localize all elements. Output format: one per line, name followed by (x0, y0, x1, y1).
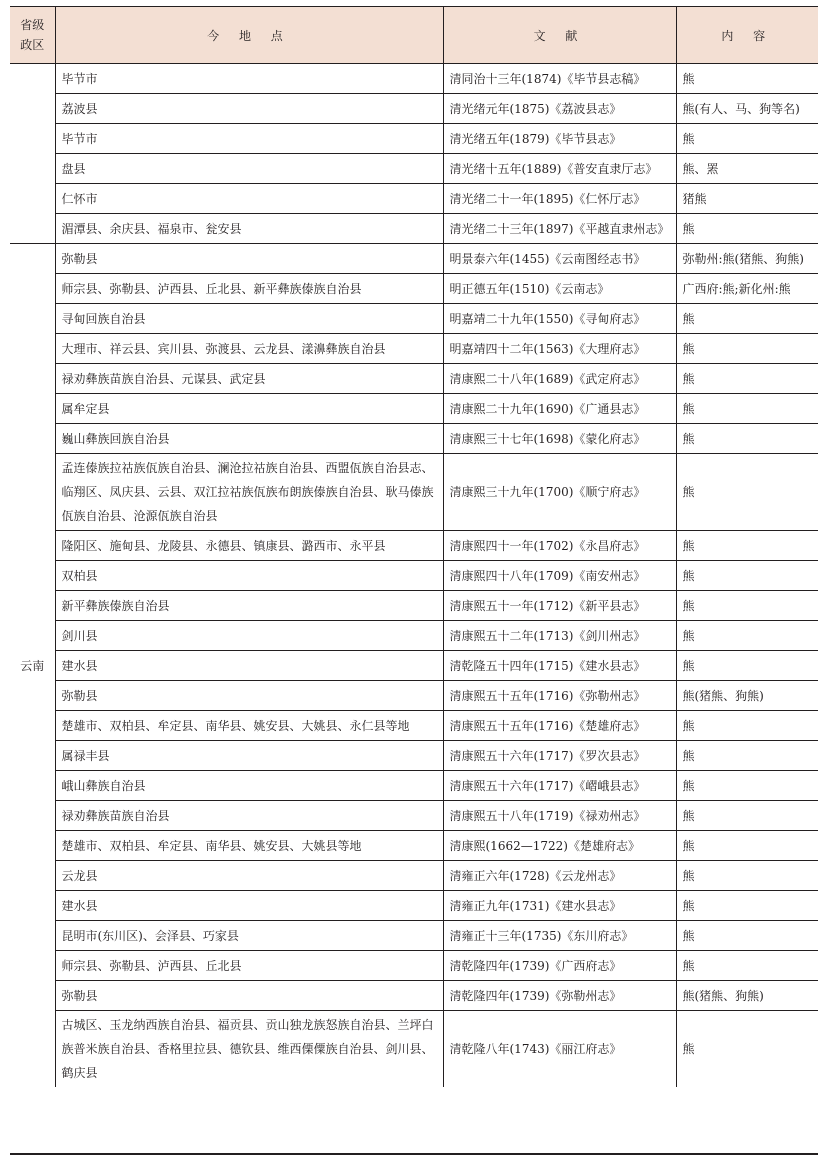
place-cell: 峨山彝族自治县 (55, 771, 443, 801)
place-cell: 建水县 (55, 891, 443, 921)
place-cell: 盘县 (55, 154, 443, 184)
content-cell: 熊 (676, 591, 818, 621)
content-cell: 熊 (676, 771, 818, 801)
place-cell: 湄潭县、余庆县、福泉市、瓮安县 (55, 214, 443, 244)
content-cell: 广西府:熊;新化州:熊 (676, 274, 818, 304)
source-cell: 清光绪五年(1879)《毕节县志》 (443, 124, 676, 154)
content-cell: 熊 (676, 561, 818, 591)
content-cell: 熊 (676, 951, 818, 981)
place-cell: 新平彝族傣族自治县 (55, 591, 443, 621)
table-row (10, 681, 818, 711)
table-row (10, 771, 818, 801)
table-row (10, 124, 818, 154)
content-cell: 熊 (676, 921, 818, 951)
content-cell: 熊、罴 (676, 154, 818, 184)
content-cell: 熊 (676, 741, 818, 771)
content-cell: 熊 (676, 454, 818, 531)
header-place: 今 地 点 (55, 7, 443, 64)
content-cell: 熊 (676, 364, 818, 394)
table-row (10, 64, 818, 94)
content-cell: 弥勒州:熊(猪熊、狗熊) (676, 244, 818, 274)
source-cell: 清康熙五十五年(1716)《弥勒州志》 (443, 681, 676, 711)
source-cell: 清雍正十三年(1735)《东川府志》 (443, 921, 676, 951)
place-cell: 楚雄市、双柏县、牟定县、南华县、姚安县、大姚县等地 (55, 831, 443, 861)
source-cell: 清康熙二十九年(1690)《广通县志》 (443, 394, 676, 424)
source-cell: 清乾隆五十四年(1715)《建水县志》 (443, 651, 676, 681)
header-source: 文 献 (443, 7, 676, 64)
table-row (10, 94, 818, 124)
table-row (10, 244, 818, 274)
content-cell: 熊 (676, 1011, 818, 1088)
content-cell: 熊 (676, 621, 818, 651)
source-cell: 清光绪二十三年(1897)《平越直隶州志》 (443, 214, 676, 244)
table-header-row (10, 7, 818, 64)
table-row (10, 454, 818, 531)
table-row (10, 394, 818, 424)
source-cell: 清雍正九年(1731)《建水县志》 (443, 891, 676, 921)
place-cell: 禄劝彝族苗族自治县、元谋县、武定县 (55, 364, 443, 394)
table-row (10, 741, 818, 771)
content-cell: 熊 (676, 531, 818, 561)
content-cell: 熊 (676, 711, 818, 741)
table-row (10, 274, 818, 304)
source-cell: 清康熙三十九年(1700)《顺宁府志》 (443, 454, 676, 531)
content-cell: 熊 (676, 861, 818, 891)
table-row (10, 951, 818, 981)
source-cell: 清光绪元年(1875)《荔波县志》 (443, 94, 676, 124)
source-cell: 清乾隆八年(1743)《丽江府志》 (443, 1011, 676, 1088)
table-row (10, 801, 818, 831)
table-row (10, 861, 818, 891)
content-cell: 熊 (676, 831, 818, 861)
place-cell: 弥勒县 (55, 244, 443, 274)
table-row (10, 184, 818, 214)
source-cell: 清康熙四十八年(1709)《南安州志》 (443, 561, 676, 591)
source-cell: 清康熙五十八年(1719)《禄劝州志》 (443, 801, 676, 831)
content-cell: 熊 (676, 801, 818, 831)
table-row (10, 591, 818, 621)
place-cell: 昆明市(东川区)、会泽县、巧家县 (55, 921, 443, 951)
source-cell: 清康熙五十一年(1712)《新平县志》 (443, 591, 676, 621)
content-cell: 猪熊 (676, 184, 818, 214)
source-cell: 清光绪二十一年(1895)《仁怀厅志》 (443, 184, 676, 214)
bear-records-table (10, 6, 818, 1087)
province-cell: 云南 (10, 244, 55, 1088)
content-cell: 熊 (676, 124, 818, 154)
content-cell: 熊(猪熊、狗熊) (676, 981, 818, 1011)
source-cell: 清乾隆四年(1739)《广西府志》 (443, 951, 676, 981)
place-cell: 建水县 (55, 651, 443, 681)
place-cell: 隆阳区、施甸县、龙陵县、永德县、镇康县、潞西市、永平县 (55, 531, 443, 561)
header-content: 内 容 (676, 7, 818, 64)
source-cell: 清康熙(1662—1722)《楚雄府志》 (443, 831, 676, 861)
content-cell: 熊(猪熊、狗熊) (676, 681, 818, 711)
place-cell: 寻甸回族自治县 (55, 304, 443, 334)
content-cell: 熊 (676, 891, 818, 921)
header-province: 省级 政区 (10, 7, 55, 64)
source-cell: 明正德五年(1510)《云南志》 (443, 274, 676, 304)
table-row (10, 424, 818, 454)
source-cell: 清康熙三十七年(1698)《蒙化府志》 (443, 424, 676, 454)
content-cell: 熊 (676, 64, 818, 94)
place-cell: 剑川县 (55, 621, 443, 651)
place-cell: 弥勒县 (55, 981, 443, 1011)
source-cell: 清光绪十五年(1889)《普安直隶厅志》 (443, 154, 676, 184)
table-row (10, 891, 818, 921)
table-body (10, 64, 818, 1088)
table-row (10, 334, 818, 364)
content-cell: 熊 (676, 424, 818, 454)
source-cell: 明景泰六年(1455)《云南图经志书》 (443, 244, 676, 274)
place-cell: 双柏县 (55, 561, 443, 591)
table-row (10, 364, 818, 394)
content-cell: 熊(有人、马、狗等名) (676, 94, 818, 124)
content-cell: 熊 (676, 651, 818, 681)
content-cell: 熊 (676, 214, 818, 244)
table-row (10, 831, 818, 861)
place-cell: 云龙县 (55, 861, 443, 891)
place-cell: 荔波县 (55, 94, 443, 124)
source-cell: 清同治十三年(1874)《毕节县志稿》 (443, 64, 676, 94)
bear-records-table-wrapper (10, 6, 818, 1087)
place-cell: 属牟定县 (55, 394, 443, 424)
place-cell: 师宗县、弥勒县、泸西县、丘北县 (55, 951, 443, 981)
table-row (10, 651, 818, 681)
place-cell: 属禄丰县 (55, 741, 443, 771)
source-cell: 明嘉靖四十二年(1563)《大理府志》 (443, 334, 676, 364)
source-cell: 清康熙四十一年(1702)《永昌府志》 (443, 531, 676, 561)
source-cell: 清康熙五十五年(1716)《楚雄府志》 (443, 711, 676, 741)
place-cell: 大理市、祥云县、宾川县、弥渡县、云龙县、漾濞彝族自治县 (55, 334, 443, 364)
place-cell: 禄劝彝族苗族自治县 (55, 801, 443, 831)
table-row (10, 304, 818, 334)
table-row (10, 531, 818, 561)
source-cell: 清康熙五十六年(1717)《罗次县志》 (443, 741, 676, 771)
source-cell: 清乾隆四年(1739)《弥勒州志》 (443, 981, 676, 1011)
source-cell: 清康熙五十六年(1717)《嶍峨县志》 (443, 771, 676, 801)
place-cell: 古城区、玉龙纳西族自治县、福贡县、贡山独龙族怒族自治县、兰坪白族普米族自治县、香格里拉县、德钦县、维西傈僳族自治县、剑川县、鹤庆县 (55, 1011, 443, 1088)
table-row (10, 154, 818, 184)
place-cell: 巍山彝族回族自治县 (55, 424, 443, 454)
table-row (10, 921, 818, 951)
content-cell: 熊 (676, 304, 818, 334)
content-cell: 熊 (676, 334, 818, 364)
place-cell: 毕节市 (55, 64, 443, 94)
place-cell: 师宗县、弥勒县、泸西县、丘北县、新平彝族傣族自治县 (55, 274, 443, 304)
source-cell: 清雍正六年(1728)《云龙州志》 (443, 861, 676, 891)
content-cell: 熊 (676, 394, 818, 424)
place-cell: 毕节市 (55, 124, 443, 154)
place-cell: 楚雄市、双柏县、牟定县、南华县、姚安县、大姚县、永仁县等地 (55, 711, 443, 741)
table-row (10, 981, 818, 1011)
province-cell (10, 64, 55, 244)
place-cell: 弥勒县 (55, 681, 443, 711)
place-cell: 仁怀市 (55, 184, 443, 214)
table-bottom-rule (10, 1153, 818, 1155)
place-cell: 孟连傣族拉祜族佤族自治县、澜沧拉祜族自治县、西盟佤族自治县志、临翔区、凤庆县、云县、双江拉祜族佤族布朗族傣族自治县、耿马傣族佤族自治县、沧源佤族自治县 (55, 454, 443, 531)
table-row (10, 561, 818, 591)
table-row (10, 1011, 818, 1088)
source-cell: 清康熙五十二年(1713)《剑川州志》 (443, 621, 676, 651)
source-cell: 明嘉靖二十九年(1550)《寻甸府志》 (443, 304, 676, 334)
source-cell: 清康熙二十八年(1689)《武定府志》 (443, 364, 676, 394)
table-row (10, 214, 818, 244)
table-row (10, 621, 818, 651)
table-row (10, 711, 818, 741)
